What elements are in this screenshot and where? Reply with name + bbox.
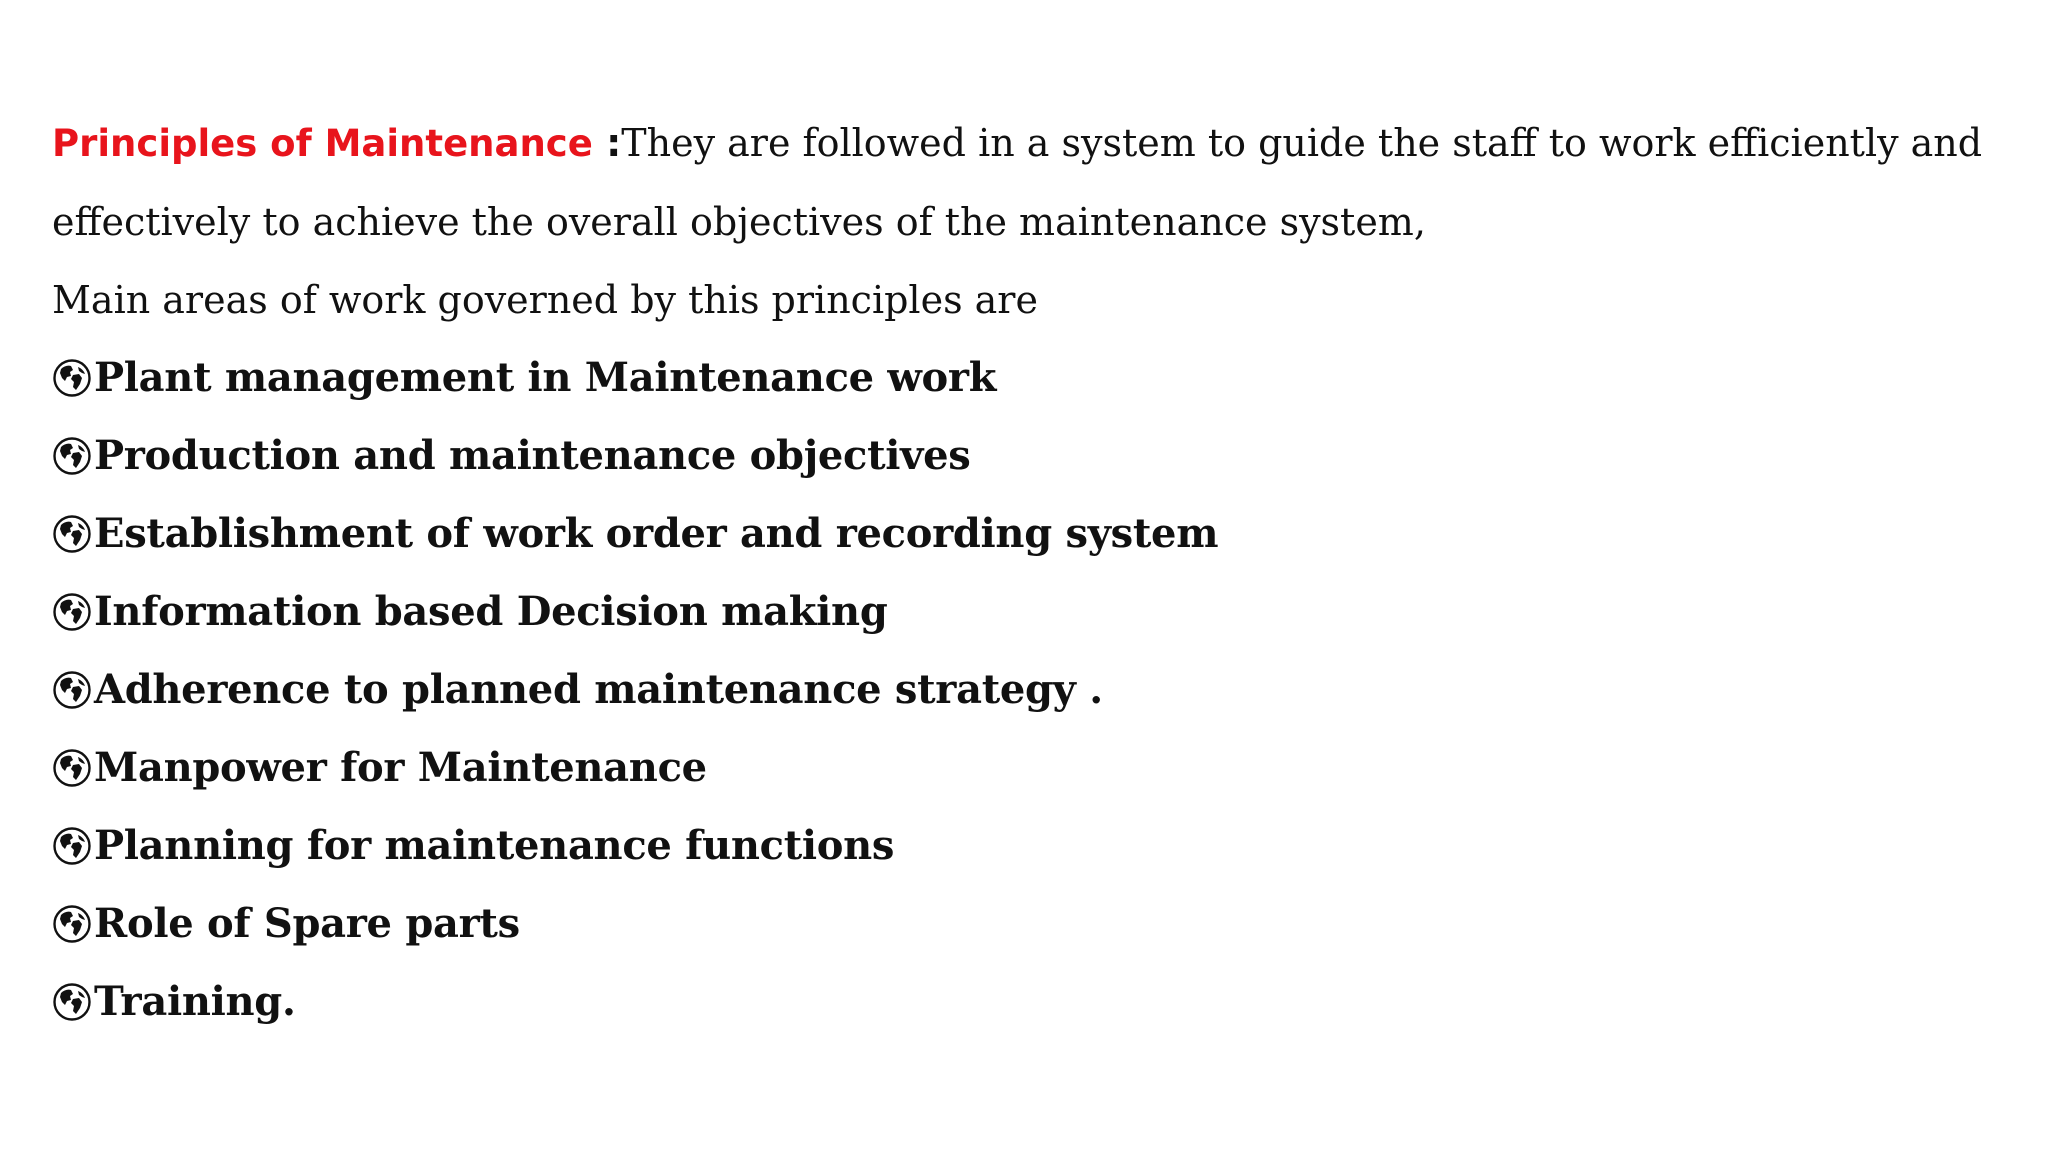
list-item-label: Establishment of work order and recording system [94, 510, 1219, 557]
list-item-label: Plant management in Maintenance work [94, 354, 997, 401]
list-item [52, 807, 2012, 885]
list-item [52, 729, 2012, 807]
list-item [52, 885, 2012, 963]
globe-icon [52, 982, 92, 1022]
list-item-label: Role of Spare parts [94, 900, 520, 947]
list-item [52, 573, 2012, 651]
intro-paragraph [52, 104, 2012, 261]
principles-heading: Principles of Maintenance [52, 122, 593, 165]
heading-colon: : [592, 121, 622, 165]
list-item-label: Training. [94, 978, 296, 1025]
list-item [52, 339, 2012, 417]
globe-icon [52, 358, 92, 398]
subheading: Main areas of work governed by this principles are [52, 278, 1038, 322]
list-item-label: Production and maintenance objectives [94, 432, 971, 479]
slide-content [52, 104, 2012, 1041]
globe-icon [52, 592, 92, 632]
globe-icon [52, 514, 92, 554]
list-item [52, 495, 2012, 573]
list-item-label: Information based Decision making [94, 588, 888, 635]
list-item-label: Planning for maintenance functions [94, 822, 895, 869]
list-item [52, 963, 2012, 1041]
globe-icon [52, 904, 92, 944]
intro-text: They are followed in a system to guide the staff to work efficiently and effectively to achieve the overall objectives of the maintenance system, [52, 121, 1983, 244]
list-item-label: Manpower for Maintenance [94, 744, 707, 791]
list-item-label: Adherence to planned maintenance strategy . [94, 666, 1103, 713]
principles-list [52, 339, 2012, 1041]
list-item [52, 651, 2012, 729]
globe-icon [52, 670, 92, 710]
globe-icon [52, 826, 92, 866]
globe-icon [52, 436, 92, 476]
globe-icon [52, 748, 92, 788]
list-item [52, 417, 2012, 495]
